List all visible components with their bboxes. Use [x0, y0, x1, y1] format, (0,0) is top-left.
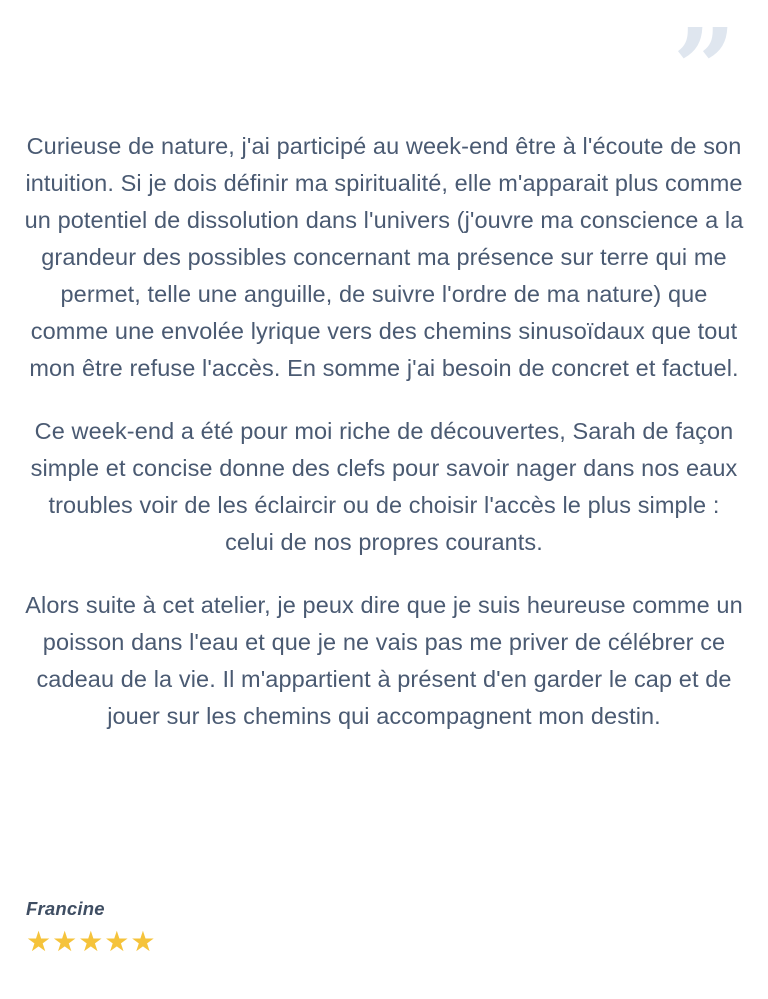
closing-quote-mark-icon: ”	[672, 4, 732, 133]
star-icon-group: ★★★★★	[26, 926, 157, 957]
testimonial-paragraph-3: Alors suite à cet atelier, je peux dire que je suis heureuse comme un poisson dans l'eau et que je ne vais pas me priver de célébrer ce cadeau de la vie. Il m'appartient à présent d'en garder le cap et de jouer sur les chemins qui accompagnent mon destin.	[25, 592, 743, 729]
testimonial-text	[24, 128, 744, 735]
author-name: Francine	[26, 898, 105, 919]
star-rating	[26, 926, 426, 958]
author-block	[26, 898, 426, 958]
testimonial-paragraph-2: Ce week-end a été pour moi riche de découvertes, Sarah de façon simple et concise donne des clefs pour savoir nager dans nos eaux troubles voir de les éclaircir ou de choisir l'accès le plus simple : celui de nos propres courants.	[30, 418, 738, 555]
testimonial-paragraph-1: Curieuse de nature, j'ai participé au week-end être à l'écoute de son intuition. Si je dois définir ma spiritualité, elle m'apparait plus comme un potentiel de dissolution dans l'univers (j'ouvre ma conscience a la grandeur des possibles concernant ma présence sur terre qui me permet, telle une anguille, de suivre l'ordre de ma nature) que comme une envolée lyrique vers des chemins sinusoïdaux que tout mon être refuse l'accès. En somme j'ai besoin de concret et factuel.	[24, 133, 744, 381]
